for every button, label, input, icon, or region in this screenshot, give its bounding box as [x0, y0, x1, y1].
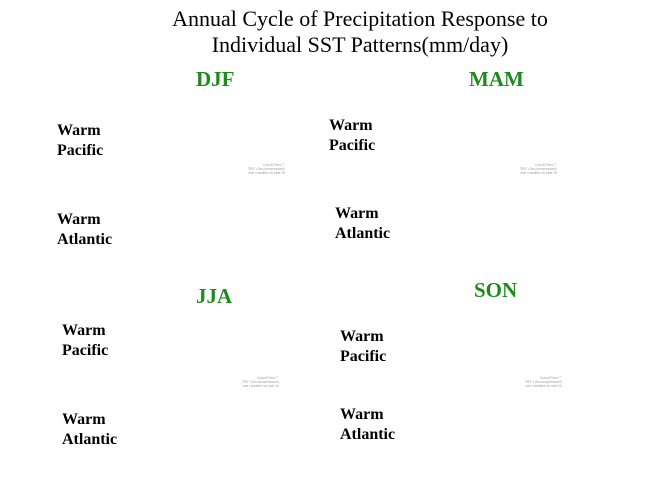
season-label-mam: MAM — [469, 67, 524, 91]
page-title-line-2: Individual SST Patterns(mm/day) — [211, 32, 509, 57]
season-label-son: SON — [474, 278, 518, 302]
region-label-warm-atlantic-jja: Warm Atlantic — [62, 411, 118, 448]
missing-image-placeholder-djf: QuickTime™ TIFF (Uncompressed) are needed to see th — [247, 163, 285, 175]
season-label-djf: DJF — [196, 67, 235, 91]
missing-image-placeholder-son: QuickTime™ TIFF (Uncompressed) are needed to see th — [524, 376, 562, 388]
region-label-warm-atlantic-son: Warm Atlantic — [340, 406, 396, 443]
page-title-line-1: Annual Cycle of Precipitation Response to — [172, 6, 548, 31]
region-label-warm-pacific-djf: Warm Pacific — [57, 122, 104, 159]
region-label-warm-atlantic-djf: Warm Atlantic — [57, 211, 113, 248]
region-label-warm-pacific-mam: Warm Pacific — [329, 117, 376, 154]
region-label-warm-atlantic-mam: Warm Atlantic — [335, 205, 391, 242]
region-label-warm-pacific-son: Warm Pacific — [340, 328, 387, 365]
season-label-jja: JJA — [196, 284, 233, 308]
missing-image-placeholder-mam: QuickTime™ TIFF (Uncompressed) are needed to see th — [519, 163, 557, 175]
missing-image-placeholder-jja: QuickTime™ TIFF (Uncompressed) are needed to see th — [241, 376, 279, 388]
region-label-warm-pacific-jja: Warm Pacific — [62, 322, 109, 359]
